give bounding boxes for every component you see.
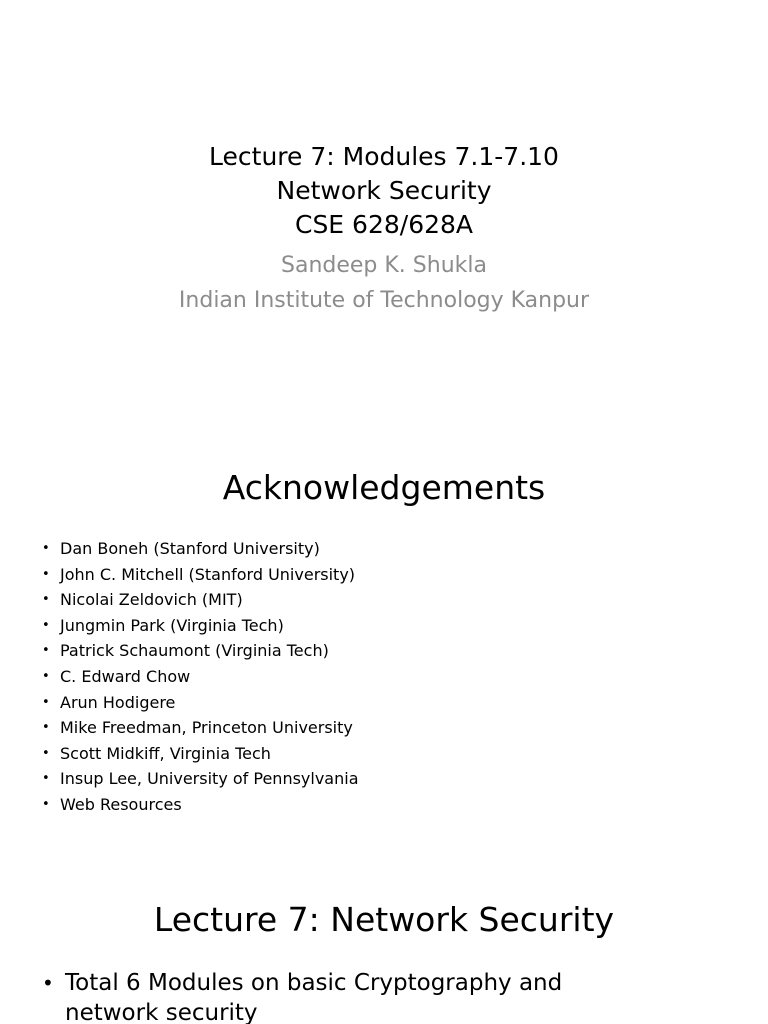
list-item-text: Scott Midkiff, Virginia Tech xyxy=(60,743,271,763)
list-item xyxy=(42,741,359,767)
acknowledgements-heading: Acknowledgements xyxy=(222,468,546,507)
bullet-icon: • xyxy=(42,694,50,710)
title-line-lecture: Lecture 7: Modules 7.1-7.10 xyxy=(209,142,559,171)
list-item xyxy=(42,664,359,690)
list-item xyxy=(42,766,359,792)
list-item-text: Jungmin Park (Virginia Tech) xyxy=(60,615,284,635)
list-item-text: Nicolai Zeldovich (MIT) xyxy=(60,590,243,610)
list-item xyxy=(42,613,359,639)
lecture-overview-heading: Lecture 7: Network Security xyxy=(153,900,615,939)
list-item-text: Insup Lee, University of Pennsylvania xyxy=(60,769,359,789)
list-item xyxy=(42,562,359,588)
list-item-text: Dan Boneh (Stanford University) xyxy=(60,539,320,558)
list-item-text: C. Edward Chow xyxy=(60,666,191,686)
bullet-icon: • xyxy=(42,566,50,582)
bullet-icon: • xyxy=(42,720,50,736)
title-slide xyxy=(0,0,768,432)
bullet-icon: • xyxy=(42,592,50,608)
list-item-text: Mike Freedman, Princeton University xyxy=(60,718,353,738)
bullet-icon: • xyxy=(42,643,50,659)
acknowledgements-list xyxy=(42,536,359,818)
list-item xyxy=(42,536,359,562)
list-item-text: Arun Hodigere xyxy=(60,692,176,712)
bullet-icon: • xyxy=(42,971,54,995)
bullet-icon: • xyxy=(42,796,50,812)
bullet-icon: • xyxy=(42,668,50,684)
list-item xyxy=(42,638,359,664)
bullet-icon: • xyxy=(42,541,50,556)
list-item xyxy=(42,715,359,741)
list-item xyxy=(42,968,642,1024)
bullet-icon: • xyxy=(42,771,50,787)
list-item-text: Patrick Schaumont (Virginia Tech) xyxy=(60,641,329,661)
list-item-text: John C. Mitchell (Stanford University) xyxy=(60,564,356,584)
list-item xyxy=(42,690,359,716)
acknowledgements-slide xyxy=(0,432,768,864)
lecture-title xyxy=(0,140,768,242)
lecture-overview-slide xyxy=(0,864,768,1024)
title-line-topic: Network Security xyxy=(276,176,492,205)
list-item xyxy=(42,792,359,818)
lecture-overview-list xyxy=(42,968,642,1024)
list-item-text: Web Resources xyxy=(60,794,182,814)
list-item xyxy=(42,587,359,613)
bullet-icon: • xyxy=(42,617,50,633)
institution-name: Indian Institute of Technology Kanpur xyxy=(178,288,590,313)
bullet-icon: • xyxy=(42,745,50,761)
title-line-course: CSE 628/628A xyxy=(294,210,474,239)
author-name: Sandeep K. Shukla xyxy=(281,253,487,278)
lecture-subtitle xyxy=(0,248,768,318)
list-item-text: Total 6 Modules on basic Cryptography and network security xyxy=(65,970,563,1024)
